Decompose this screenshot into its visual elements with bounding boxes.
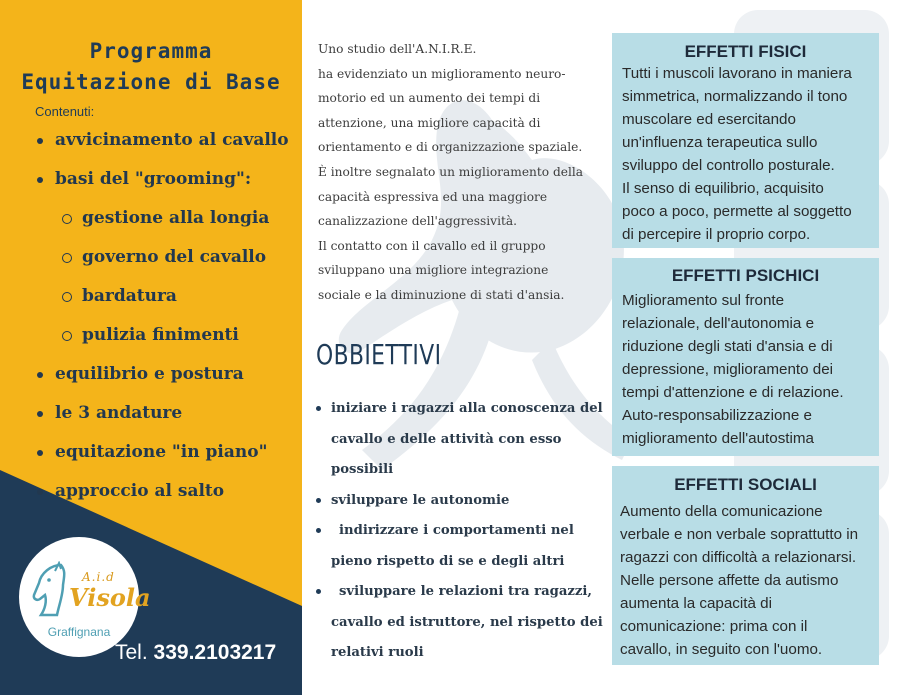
effect-line: sviluppo del controllo posturale. (622, 157, 835, 174)
effect-line: relazionale, dell'autonomia e (622, 315, 815, 332)
program-panel (0, 0, 302, 695)
study-line: ha evidenziato un miglioramento neuro- (318, 66, 566, 81)
topic-subitem: gestione alla longia (0, 200, 302, 239)
topic-subitem: bardatura (0, 278, 302, 317)
objective-line: iniziare i ragazzi alla conoscenza del (331, 401, 603, 416)
program-title-line2: Equitazione di Base (21, 70, 281, 94)
effect-line: ragazzi con difficoltà a relazionarsi. (620, 549, 857, 566)
effect-line: Il senso di equilibrio, acquisito (622, 180, 824, 197)
effect-line: di percepire il proprio corpo. (622, 226, 811, 243)
study-line: sociale e la diminuzione di stati d'ansia. (318, 287, 565, 302)
psychic-effects-title: EFFETTI PSICHICI (671, 266, 820, 285)
objective-line: sviluppare le autonomie (331, 492, 510, 508)
topic-item: le 3 andature (0, 395, 302, 434)
topic-subitem: pulizia finimenti (0, 317, 302, 356)
topic-item: basi del "grooming": (0, 161, 302, 200)
effect-line: depressione, miglioramento dei (622, 361, 834, 378)
topic-item: approccio al salto (0, 473, 302, 512)
objective-item (314, 486, 604, 517)
objective-line: possibili (331, 462, 394, 477)
effect-line: Nelle persone affette da autismo (620, 572, 839, 589)
study-line: canalizzazione dell'aggressività. (318, 214, 517, 229)
effect-line: muscolare ed esercitando (622, 111, 796, 128)
effect-line: simmetrica, normalizzando il tono (622, 88, 848, 105)
topic-item: equilibrio e postura (0, 356, 302, 395)
social-effects-title: EFFETTI SOCIALI (674, 475, 817, 494)
study-line: capacità espressiva ed una maggiore (318, 189, 548, 204)
objective-line: cavallo e delle attività con esso (331, 431, 562, 447)
effect-line: Tutti i muscoli lavorano in maniera (622, 65, 852, 82)
objectives-list (314, 394, 604, 669)
logo-name: Visola (69, 583, 151, 612)
effect-line: riduzione degli stati d'ansia e di (622, 338, 833, 355)
objective-line: indirizzare i comportamenti nel (339, 523, 574, 538)
logo (19, 537, 151, 657)
study-line: attenzione, una migliore capacità di (318, 115, 541, 130)
objective-line: cavallo ed istruttore, nel rispetto dei (331, 614, 603, 630)
contents-label: Contenuti: (35, 104, 95, 119)
study-line: motorio ed un aumento dei tempi di (318, 91, 541, 106)
effect-line: Miglioramento sul fronte (622, 292, 785, 309)
study-line: Uno studio dell'A.N.I.R.E. (318, 42, 477, 56)
phone-contact (115, 641, 276, 665)
effect-line: poco a poco, permette al soggetto (622, 203, 852, 220)
social-effects-box (612, 466, 879, 665)
effect-line: un'influenza terapeutica sullo (622, 134, 818, 151)
social-effects-text (620, 500, 858, 661)
logo-place: Graffignana (47, 625, 111, 639)
effect-line: aumenta la capacità di (620, 595, 772, 612)
topic-item: avvicinamento al cavallo (0, 122, 302, 161)
objective-line: sviluppare le relazioni tra ragazzi, (339, 584, 592, 599)
effect-line: verbale e non verbale soprattutto in (620, 526, 859, 543)
phone-label: Tel. (115, 641, 148, 664)
objective-line: relativi ruoli (331, 645, 424, 660)
program-title-line1: Programma (89, 39, 213, 63)
study-text (318, 37, 608, 308)
effect-line: cavallo, in seguito con l'uomo. (620, 641, 823, 658)
topic-subitem: governo del cavallo (0, 239, 302, 278)
objectives-title: OBBIETTIVI (316, 338, 442, 371)
objective-item (314, 577, 604, 669)
effect-line: Auto-responsabilizzazione e (622, 407, 812, 424)
objective-item (314, 394, 604, 486)
study-line: orientamento e di organizzazione spaziale. (318, 140, 583, 155)
horse-head-icon (31, 561, 71, 617)
objective-line: pieno rispetto di se e degli altri (331, 553, 565, 569)
physical-effects-title: EFFETTI FISICI (684, 42, 807, 61)
physical-effects-text (622, 62, 852, 246)
psychic-effects-box (612, 258, 879, 456)
phone-number: 339.2103217 (153, 641, 277, 664)
program-title (0, 36, 302, 98)
study-line: È inoltre segnalato un miglioramento della (318, 164, 584, 179)
effect-line: comunicazione: prima con il (620, 618, 808, 635)
effect-line: Aumento della comunicazione (620, 503, 823, 520)
topics-list (0, 122, 302, 512)
effect-line: miglioramento dell'autostima (622, 430, 814, 447)
topic-item: equitazione "in piano" (0, 434, 302, 473)
study-line: Il contatto con il cavallo ed il gruppo (318, 238, 546, 253)
physical-effects-box (612, 33, 879, 248)
study-line: sviluppano una migliore integrazione (318, 263, 549, 278)
objective-item (314, 516, 604, 577)
logo-prefix: A.i.d (82, 570, 115, 584)
effect-line: tempi d'attenzione e di relazione. (622, 384, 844, 401)
psychic-effects-text (622, 289, 844, 450)
